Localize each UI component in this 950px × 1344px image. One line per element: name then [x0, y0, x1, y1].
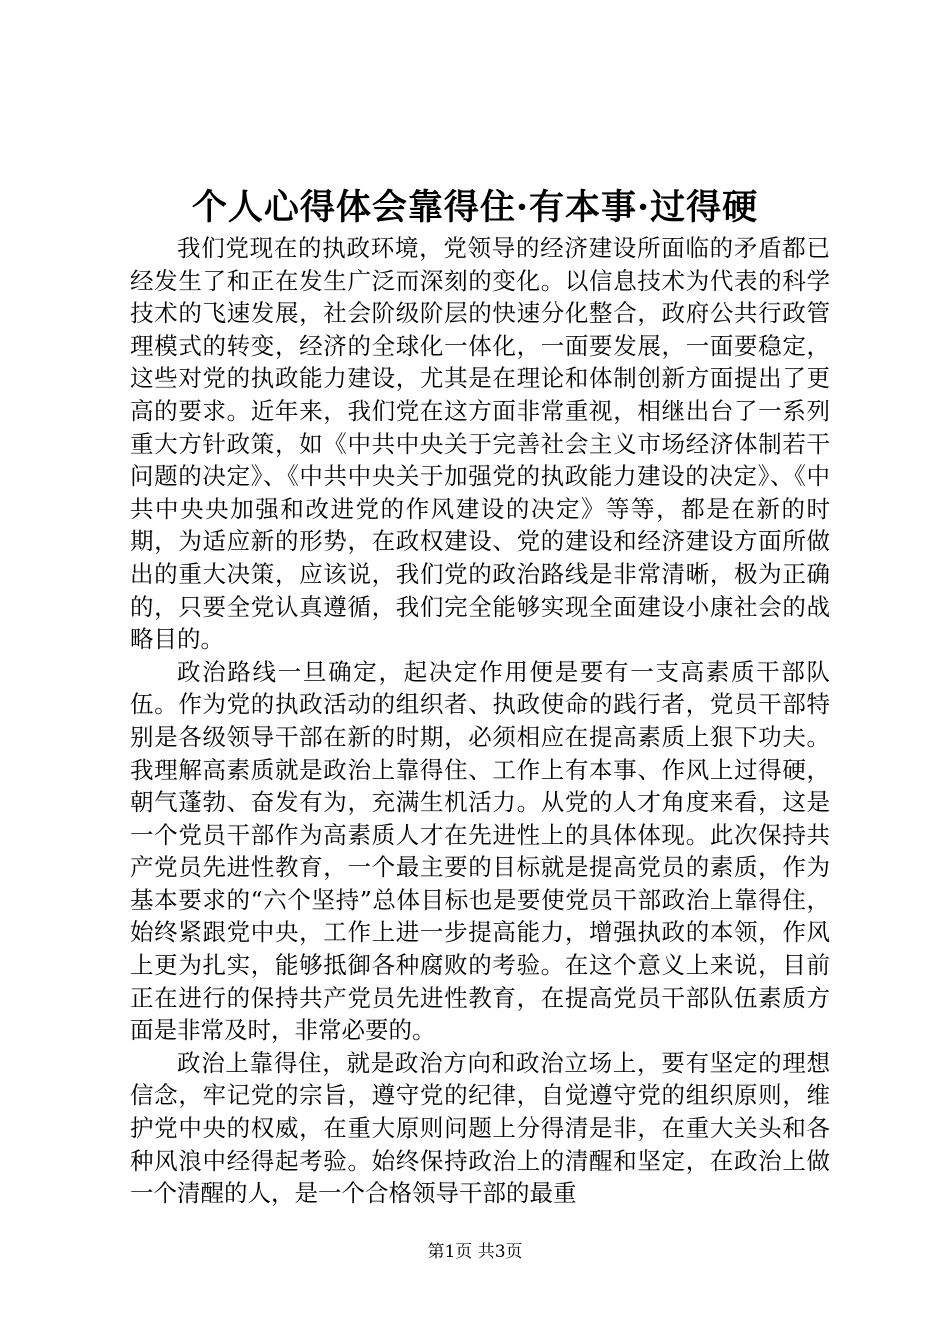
paragraph: 我们党现在的执政环境，党领导的经济建设所面临的矛盾都已经发生了和正在发生广泛而深刻的变化。以信息技术为代表的科学技术的飞速发展，社会阶级阶层的快速分化整合，政府公共行政管理模式的转变，经济的全球化一体化，一面要发展，一面要稳定，这些对党的执政能力建设，尤其是在理论和体制创新方面提出了更高的要求。近年来，我们党在这方面非常重视，相继出台了一系列重大方针政策，如《中共中央关于完善社会主义市场经济体制若干问题的决定》、《中共中央关于加强党的执政能力建设的决定》、《中共中央央加强和改进党的作风建设的决定》等等，都是在新的时期，为适应新的形势，在政权建设、党的建设和经济建设方面所做出的重大决策，应该说，我们党的政治路线是非常清晰，极为正确的，只要全党认真遵循，我们完全能够实现全面建设小康社会的战略目的。 [130, 234, 830, 654]
paragraph: 政治路线一旦确定，起决定作用便是要有一支高素质干部队伍。作为党的执政活动的组织者、执政使命的践行者，党员干部特别是各级领导干部在新的时期，必须相应在提高素质上狠下功夫。我理解高素质就是政治上靠得住、工作上有本事、作风上过得硬，朝气蓬勃、奋发有为，充满生机活力。从党的人才角度来看，这是一个党员干部作为高素质人才在先进性上的具体体现。此次保持共产党员先进性教育，一个最主要的目标就是提高党员的素质，作为基本要求的“六个坚持”总体目标也是要使党员干部政治上靠得住，始终紧跟党中央，工作上进一步提高能力，增强执政的本领，作风上更为扎实，能够抵御各种腐败的考验。在这个意义上来说，目前正在进行的保持共产党员先进性教育，在提高党员干部队伍素质方面是非常及时，非常必要的。 [130, 657, 830, 1045]
paragraph: 政治上靠得住，就是政治方向和政治立场上，要有坚定的理想信念，牢记党的宗旨，遵守党的纪律，自觉遵守党的组织原则，维护党中央的权威，在重大原则问题上分得清是非，在重大关头和各种风浪中经得起考验。始终保持政治上的清醒和坚定，在政治上做一个清醒的人，是一个合格领导干部的最重 [130, 1048, 830, 1208]
page-footer: 第1页 共3页 [427, 1242, 523, 1262]
document-title: 个人心得体会靠得住·有本事·过得硬 [191, 187, 759, 228]
document-body [130, 232, 830, 1210]
